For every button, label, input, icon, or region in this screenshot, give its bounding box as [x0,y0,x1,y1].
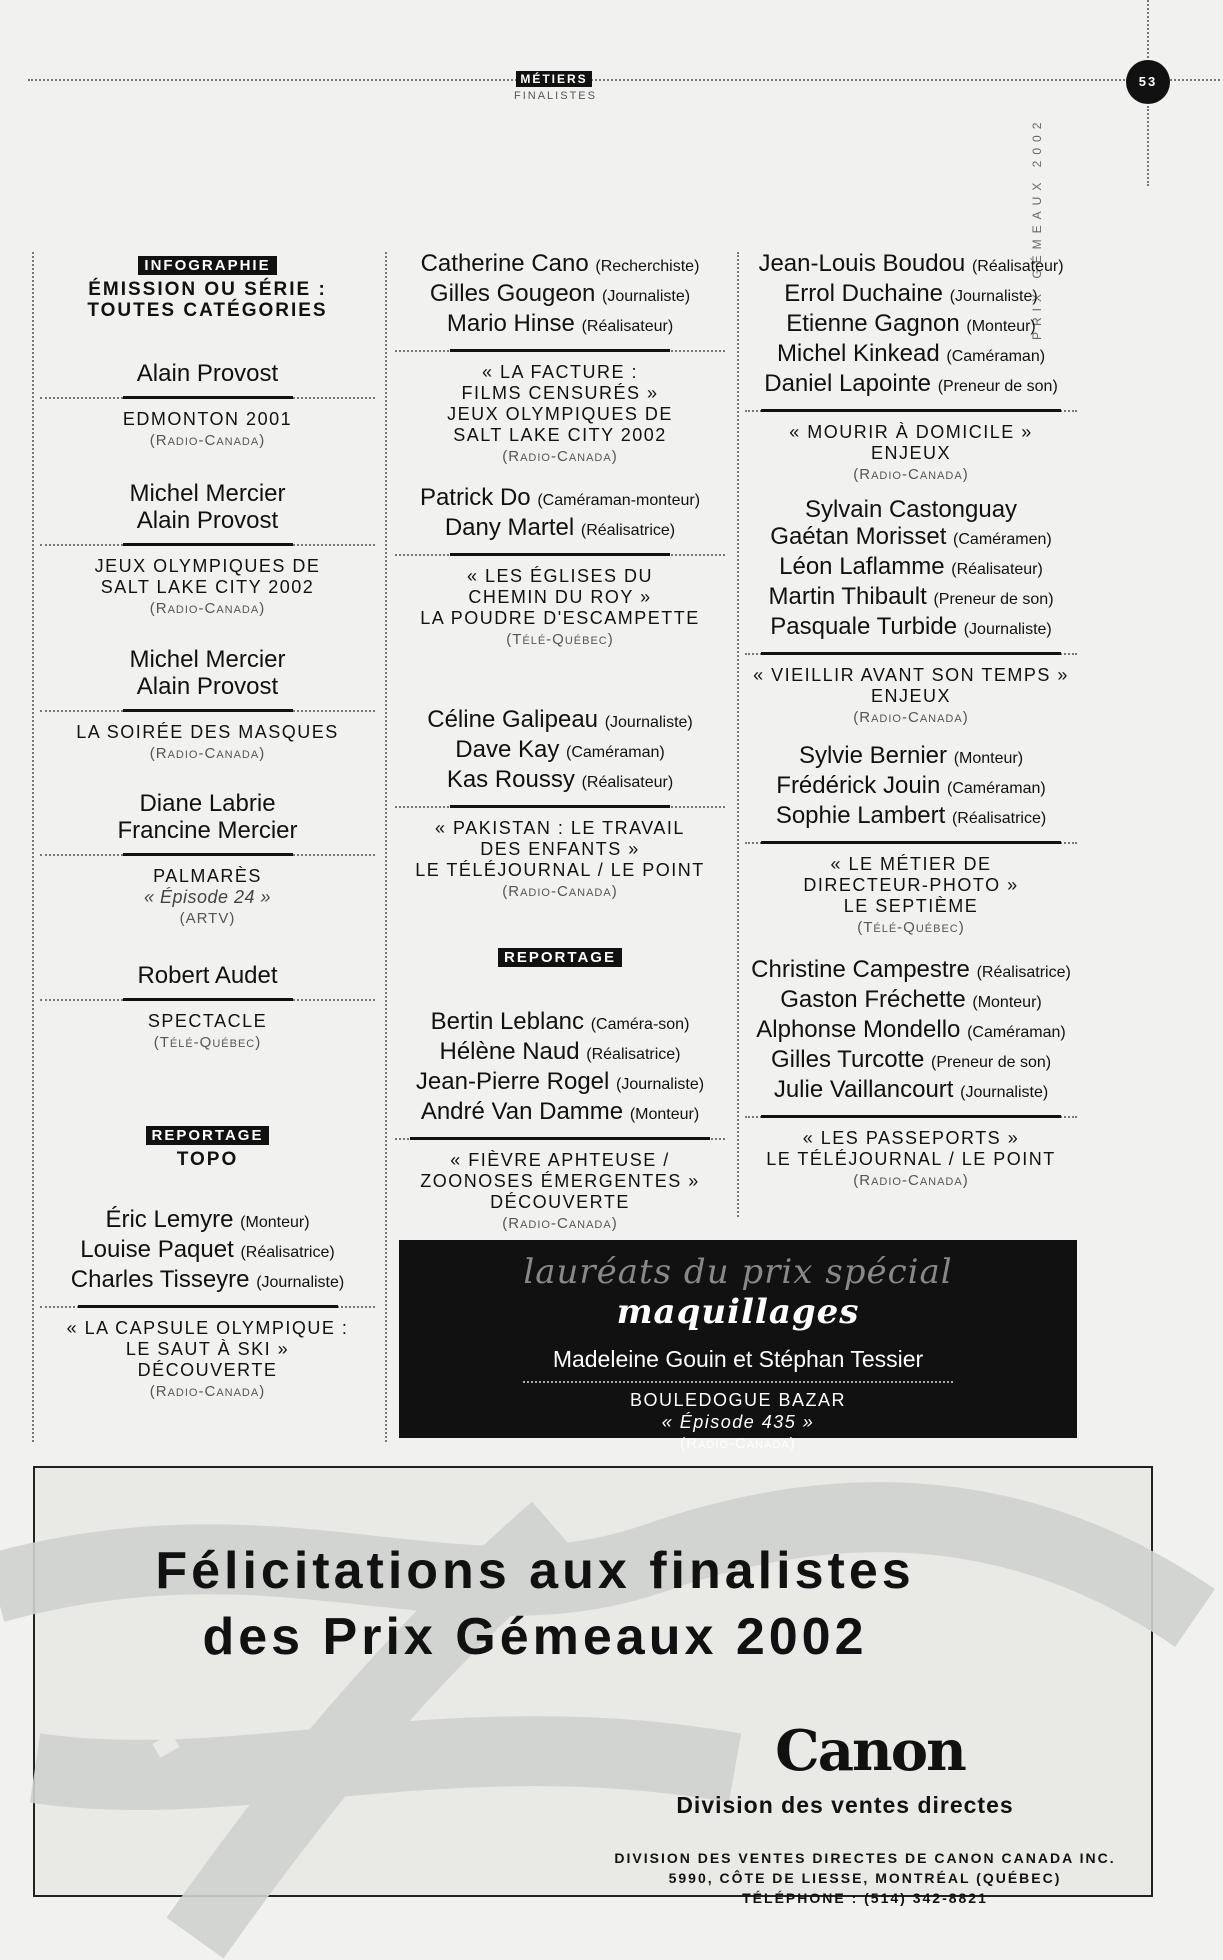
category-title: TOPO [176,1149,239,1170]
special-prize-winners: Madeleine Gouin et Stéphan Tessier [552,1346,924,1372]
finalist-entry [40,1206,375,1402]
special-prize-title: lauréats du prix spécial maquillages [523,1252,953,1332]
finalist-names: Jean-Louis Boudou (Réalisateur) Errol Duchaine (Journaliste) Etienne Gagnon (Monteur) Michel Kinkead (Caméraman) Daniel Lapointe (Preneur de son) [758,250,1064,397]
entry-separator [395,800,725,812]
show-info: EDMONTON 2001 (Radio-Canada) [122,409,293,449]
entry-separator [40,704,375,716]
finalist-entry [395,250,725,467]
ad-address: DIVISION DES VENTES DIRECTES DE CANON CANADA INC. 5990, CÔTE DE LIESSE, MONTRÉAL (QUÉBEC) TÉLÉPHONE : (514) 342-8821 [614,1850,1116,1906]
category-title: ÉMISSION OU SÉRIE : TOUTES CATÉGORIES [87,279,328,321]
show-info: JEUX OLYMPIQUES DE SALT LAKE CITY 2002 (Radio-Canada) [94,556,321,617]
finalist-entry [40,646,375,764]
column-3 [745,250,1077,1190]
side-rule-top [1147,0,1149,58]
section-subtitle: FINALISTES [514,90,597,102]
header-rule-right [1170,79,1220,81]
finalist-entry [745,956,1077,1191]
column-divider-1 [385,252,387,1442]
entry-separator [745,836,1077,848]
category-infographie [40,256,375,321]
entry-separator [40,538,375,550]
show-info: « FIÈVRE APHTEUSE / ZOONOSES ÉMERGENTES » DÉCOUVERTE (Radio-Canada) [420,1150,700,1232]
finalist-entry [745,742,1077,938]
film-strip-decoration [35,1468,1151,1895]
finalist-entry [395,706,725,902]
finalist-entry [40,962,375,1053]
show-info: SPECTACLE (Télé-Québec) [147,1011,268,1051]
finalist-entry [745,496,1077,728]
entry-separator [40,993,375,1005]
show-info: « VIEILLIR AVANT SON TEMPS » ENJEUX (Radio-Canada) [753,665,1069,726]
entry-separator [40,848,375,860]
finalist-entry [395,1008,725,1234]
show-info: « PAKISTAN : LE TRAVAIL DES ENFANTS » LE TÉLÉJOURNAL / LE POINT (Radio-Canada) [415,818,705,900]
column-divider-2 [737,252,739,1217]
canon-advertisement [33,1466,1153,1906]
special-prize-box [399,1240,1077,1452]
section-tag: MÉTIERS [516,71,591,87]
finalist-entry [40,360,375,451]
finalist-names: Sylvain Castonguay Gaétan Morisset (Caméramen) Léon Laflamme (Réalisateur) Martin Thibault (Preneur de son) Pasquale Turbide (Journaliste) [768,496,1054,640]
category-reportage [395,948,725,967]
section-header [514,70,597,102]
show-info: « LES PASSEPORTS » LE TÉLÉJOURNAL / LE POINT (Radio-Canada) [766,1128,1056,1189]
canon-logo: Canon [775,1718,965,1784]
finalist-names: Sylvie Bernier (Monteur) Frédérick Jouin (Caméraman) Sophie Lambert (Réalisatrice) [775,742,1047,829]
column-1 [40,256,375,1406]
ad-headline: Félicitations aux finalistes des Prix Gémeaux 2002 [155,1542,915,1666]
show-info: LA SOIRÉE DES MASQUES (Radio-Canada) [76,722,339,762]
finalist-names: Patrick Do (Caméraman-monteur) Dany Martel (Réalisatrice) [419,484,701,541]
column-divider-left [32,252,34,1442]
finalist-names: Éric Lemyre (Monteur) Louise Paquet (Réalisatrice) Charles Tisseyre (Journaliste) [70,1206,345,1293]
finalist-names: Alain Provost [136,360,279,387]
category-tag: REPORTAGE [498,948,622,967]
category-tag: REPORTAGE [146,1126,270,1145]
entry-separator [40,1300,375,1312]
entry-separator [395,344,725,356]
side-rule [1147,106,1149,186]
entry-separator [395,548,725,560]
show-info: « LES ÉGLISES DU CHEMIN DU ROY » LA POUDRE D'ESCAMPETTE (Télé-Québec) [420,566,700,648]
finalist-entry [745,250,1077,485]
finalist-names: Bertin Leblanc (Caméra-son) Hélène Naud (Réalisatrice) Jean-Pierre Rogel (Journaliste) André Van Damme (Monteur) [415,1008,705,1125]
special-prize-show: BOULEDOGUE BAZAR « Épisode 435 » (Radio-Canada) [629,1390,847,1452]
finalist-names: Christine Campestre (Réalisatrice) Gaston Fréchette (Monteur) Alphonse Mondello (Caméraman) Gilles Turcotte (Preneur de son) Julie Vaillancourt (Journaliste) [751,956,1071,1103]
finalist-entry [40,480,375,619]
entry-separator [745,1110,1077,1122]
entry-separator [40,391,375,403]
ad-division-name: Division des ventes directes [676,1792,1014,1818]
finalist-names: Catherine Cano (Recherchiste) Gilles Gougeon (Journaliste) Mario Hinse (Réalisateur) [420,250,700,337]
category-tag: INFOGRAPHIE [138,256,276,275]
category-reportage-topo [40,1126,375,1170]
finalist-entry [395,484,725,650]
show-info: PALMARÈS « Épisode 24 » (ARTV) [143,866,272,927]
show-info: « LA CAPSULE OLYMPIQUE : LE SAUT À SKI » DÉCOUVERTE (Radio-Canada) [66,1318,349,1400]
finalist-names: Céline Galipeau (Journaliste) Dave Kay (Caméraman) Kas Roussy (Réalisateur) [427,706,693,793]
side-running-title: PRIX GÉMEAUX 2002 [1030,116,1044,340]
column-2 [395,250,725,1230]
page-number: 53 [1126,60,1170,104]
finalist-entry [40,790,375,929]
finalist-names: Diane Labrie Francine Mercier [117,790,298,844]
finalist-names: Michel Mercier Alain Provost [129,646,286,700]
finalist-names: Robert Audet [137,962,278,989]
entry-separator [745,647,1077,659]
show-info: « MOURIR À DOMICILE » ENJEUX (Radio-Canada) [789,422,1033,483]
entry-separator [395,1132,725,1144]
show-info: « LE MÉTIER DE DIRECTEUR-PHOTO » LE SEPTIÈME (Télé-Québec) [803,854,1019,936]
entry-separator [745,404,1077,416]
finalist-names: Michel Mercier Alain Provost [129,480,286,534]
special-prize-separator [523,1381,953,1383]
show-info: « LA FACTURE : FILMS CENSURÉS » JEUX OLYMPIQUES DE SALT LAKE CITY 2002 (Radio-Canada) [447,362,673,465]
